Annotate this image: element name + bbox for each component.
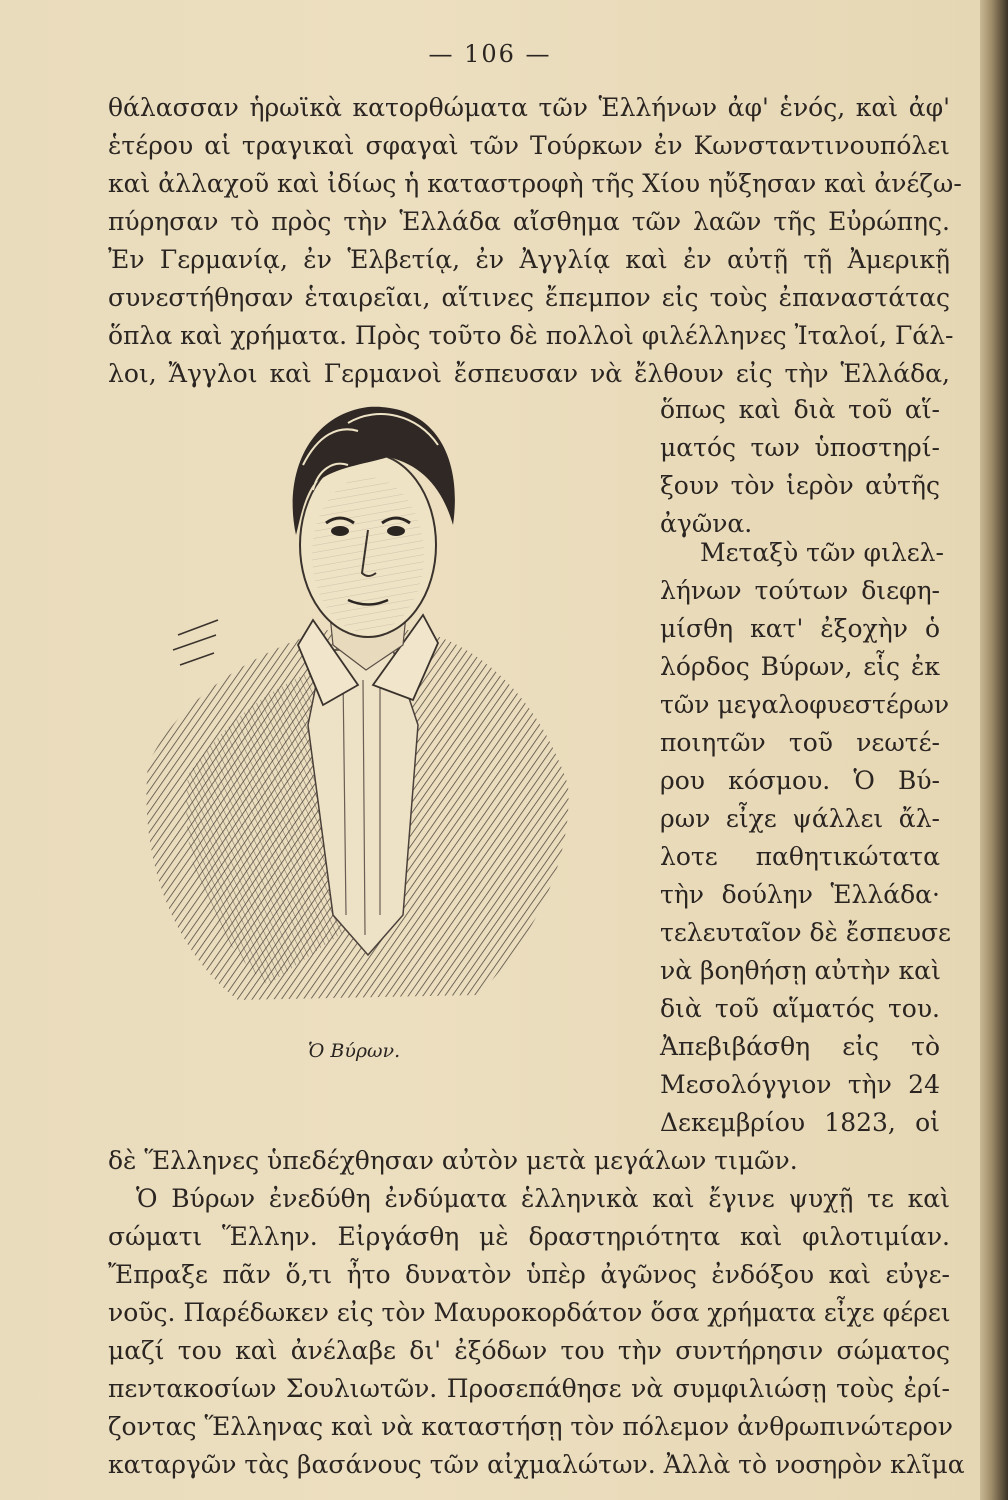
text-line: ζοντας Ἕλληνας καὶ νὰ καταστήσῃ τὸν πόλεμον ἀνθρωπινώτερον xyxy=(108,1412,953,1441)
text-line: καὶ ἀλλαχοῦ καὶ ἰδίως ἡ καταστροφὴ τῆς Χίου ηὔξησαν καὶ ἀνέζω- xyxy=(108,169,962,198)
text-line: Ἔπραξε πᾶν ὅ,τι ἦτο δυνατὸν ὑπὲρ ἀγῶνος ἐνδόξου καὶ εὐγε- xyxy=(108,1260,950,1289)
text-line: τῶν μεγαλοφυεστέρων xyxy=(660,690,950,719)
text-line: ρων εἶχε ψάλλει ἄλ- xyxy=(660,804,940,833)
text-line: μαζί του καὶ ἀνέλαβε δι' ἐξόδων του τὴν συντήρησιν σώματος xyxy=(108,1336,950,1365)
text-line: μίσθη κατ' ἐξοχὴν ὁ xyxy=(660,614,940,643)
portrait-caption: Ὁ Βύρων. xyxy=(308,1040,401,1062)
text-line: διὰ τοῦ αἵματός του. xyxy=(660,994,940,1023)
text-line: σώματι Ἕλλην. Εἰργάσθη μὲ δραστηριότητα καὶ φιλοτιμίαν. xyxy=(108,1222,950,1251)
text-line: ποιητῶν τοῦ νεωτέ- xyxy=(660,728,940,757)
page-number: — 106 — xyxy=(428,40,552,68)
text-line: θάλασσαν ἡρωϊκὰ κατορθώματα τῶν Ἑλλήνων ἀφ' ἑνός, καὶ ἀφ' xyxy=(108,93,950,122)
text-line: ξουν τὸν ἱερὸν αὐτῆς xyxy=(660,471,940,500)
text-line: λοι, Ἄγγλοι καὶ Γερμανοὶ ἔσπευσαν νὰ ἔλθουν εἰς τὴν Ἑλλάδα, xyxy=(108,359,950,388)
text-line: λοτε παθητικώτατα xyxy=(660,842,940,871)
text-line: νὰ βοηθήσῃ αὐτὴν καὶ xyxy=(660,956,941,985)
book-spine-shadow xyxy=(980,0,1008,1500)
text-line: Ὁ Βύρων ἐνεδύθη ἐνδύματα ἑλληνικὰ καὶ ἔγινε ψυχῇ τε καὶ xyxy=(136,1184,950,1213)
text-line: τελευταῖον δὲ ἔσπευσε xyxy=(660,918,951,947)
text-line: Ἐν Γερμανίᾳ, ἐν Ἑλβετίᾳ, ἐν Ἀγγλίᾳ καὶ ἐν αὐτῇ τῇ Ἀμερικῇ xyxy=(108,245,950,274)
text-line: ρου κόσμου. Ὁ Βύ- xyxy=(660,766,940,795)
text-line: ὅπλα καὶ χρήματα. Πρὸς τοῦτο δὲ πολλοὶ φιλέλληνες Ἰταλοί, Γάλ- xyxy=(108,321,954,350)
text-line: Μεταξὺ τῶν φιλελ- xyxy=(700,538,944,567)
text-line: Δεκεμβρίου 1823, οἱ xyxy=(660,1108,940,1137)
text-line: Μεσολόγγιον τὴν 24 xyxy=(660,1070,940,1099)
text-line: τὴν δούλην Ἑλλάδα· xyxy=(660,880,940,909)
text-line: καταργῶν τὰς βασάνους τῶν αἰχμαλώτων. Ἀλλὰ τὸ νοσηρὸν κλῖμα xyxy=(108,1450,965,1479)
byron-portrait-illustration xyxy=(118,395,588,1035)
text-line: πύρησαν τὸ πρὸς τὴν Ἑλλάδα αἴσθημα τῶν λαῶν τῆς Εὐρώπης. xyxy=(108,207,950,236)
text-line: Ἀπεβιβάσθη εἰς τὸ xyxy=(660,1032,940,1061)
text-line: ὅπως καὶ διὰ τοῦ αἵ- xyxy=(660,395,940,424)
text-line: νοῦς. Παρέδωκεν εἰς τὸν Μαυροκορδάτον ὅσα χρήματα εἶχε φέρει xyxy=(108,1298,951,1327)
text-line: συνεστήθησαν ἑταιρεῖαι, αἵτινες ἔπεμπον εἰς τοὺς ἐπαναστάτας xyxy=(108,283,950,312)
text-line: λόρδος Βύρων, εἷς ἐκ xyxy=(660,652,940,681)
text-line: πεντακοσίων Σουλιωτῶν. Προσεπάθησε νὰ συμφιλιώσῃ τοὺς ἐρί- xyxy=(108,1374,950,1403)
text-line: δὲ Ἕλληνες ὑπεδέχθησαν αὐτὸν μετὰ μεγάλων τιμῶν. xyxy=(108,1146,798,1175)
text-line: ἑτέρου αἱ τραγικαὶ σφαγαὶ τῶν Τούρκων ἐν Κωνσταντινουπόλει xyxy=(108,131,950,160)
text-line: λήνων τούτων διεφη- xyxy=(660,576,940,605)
text-line: ἀγῶνα. xyxy=(660,509,753,538)
text-line: ματός των ὑποστηρί- xyxy=(660,433,940,462)
